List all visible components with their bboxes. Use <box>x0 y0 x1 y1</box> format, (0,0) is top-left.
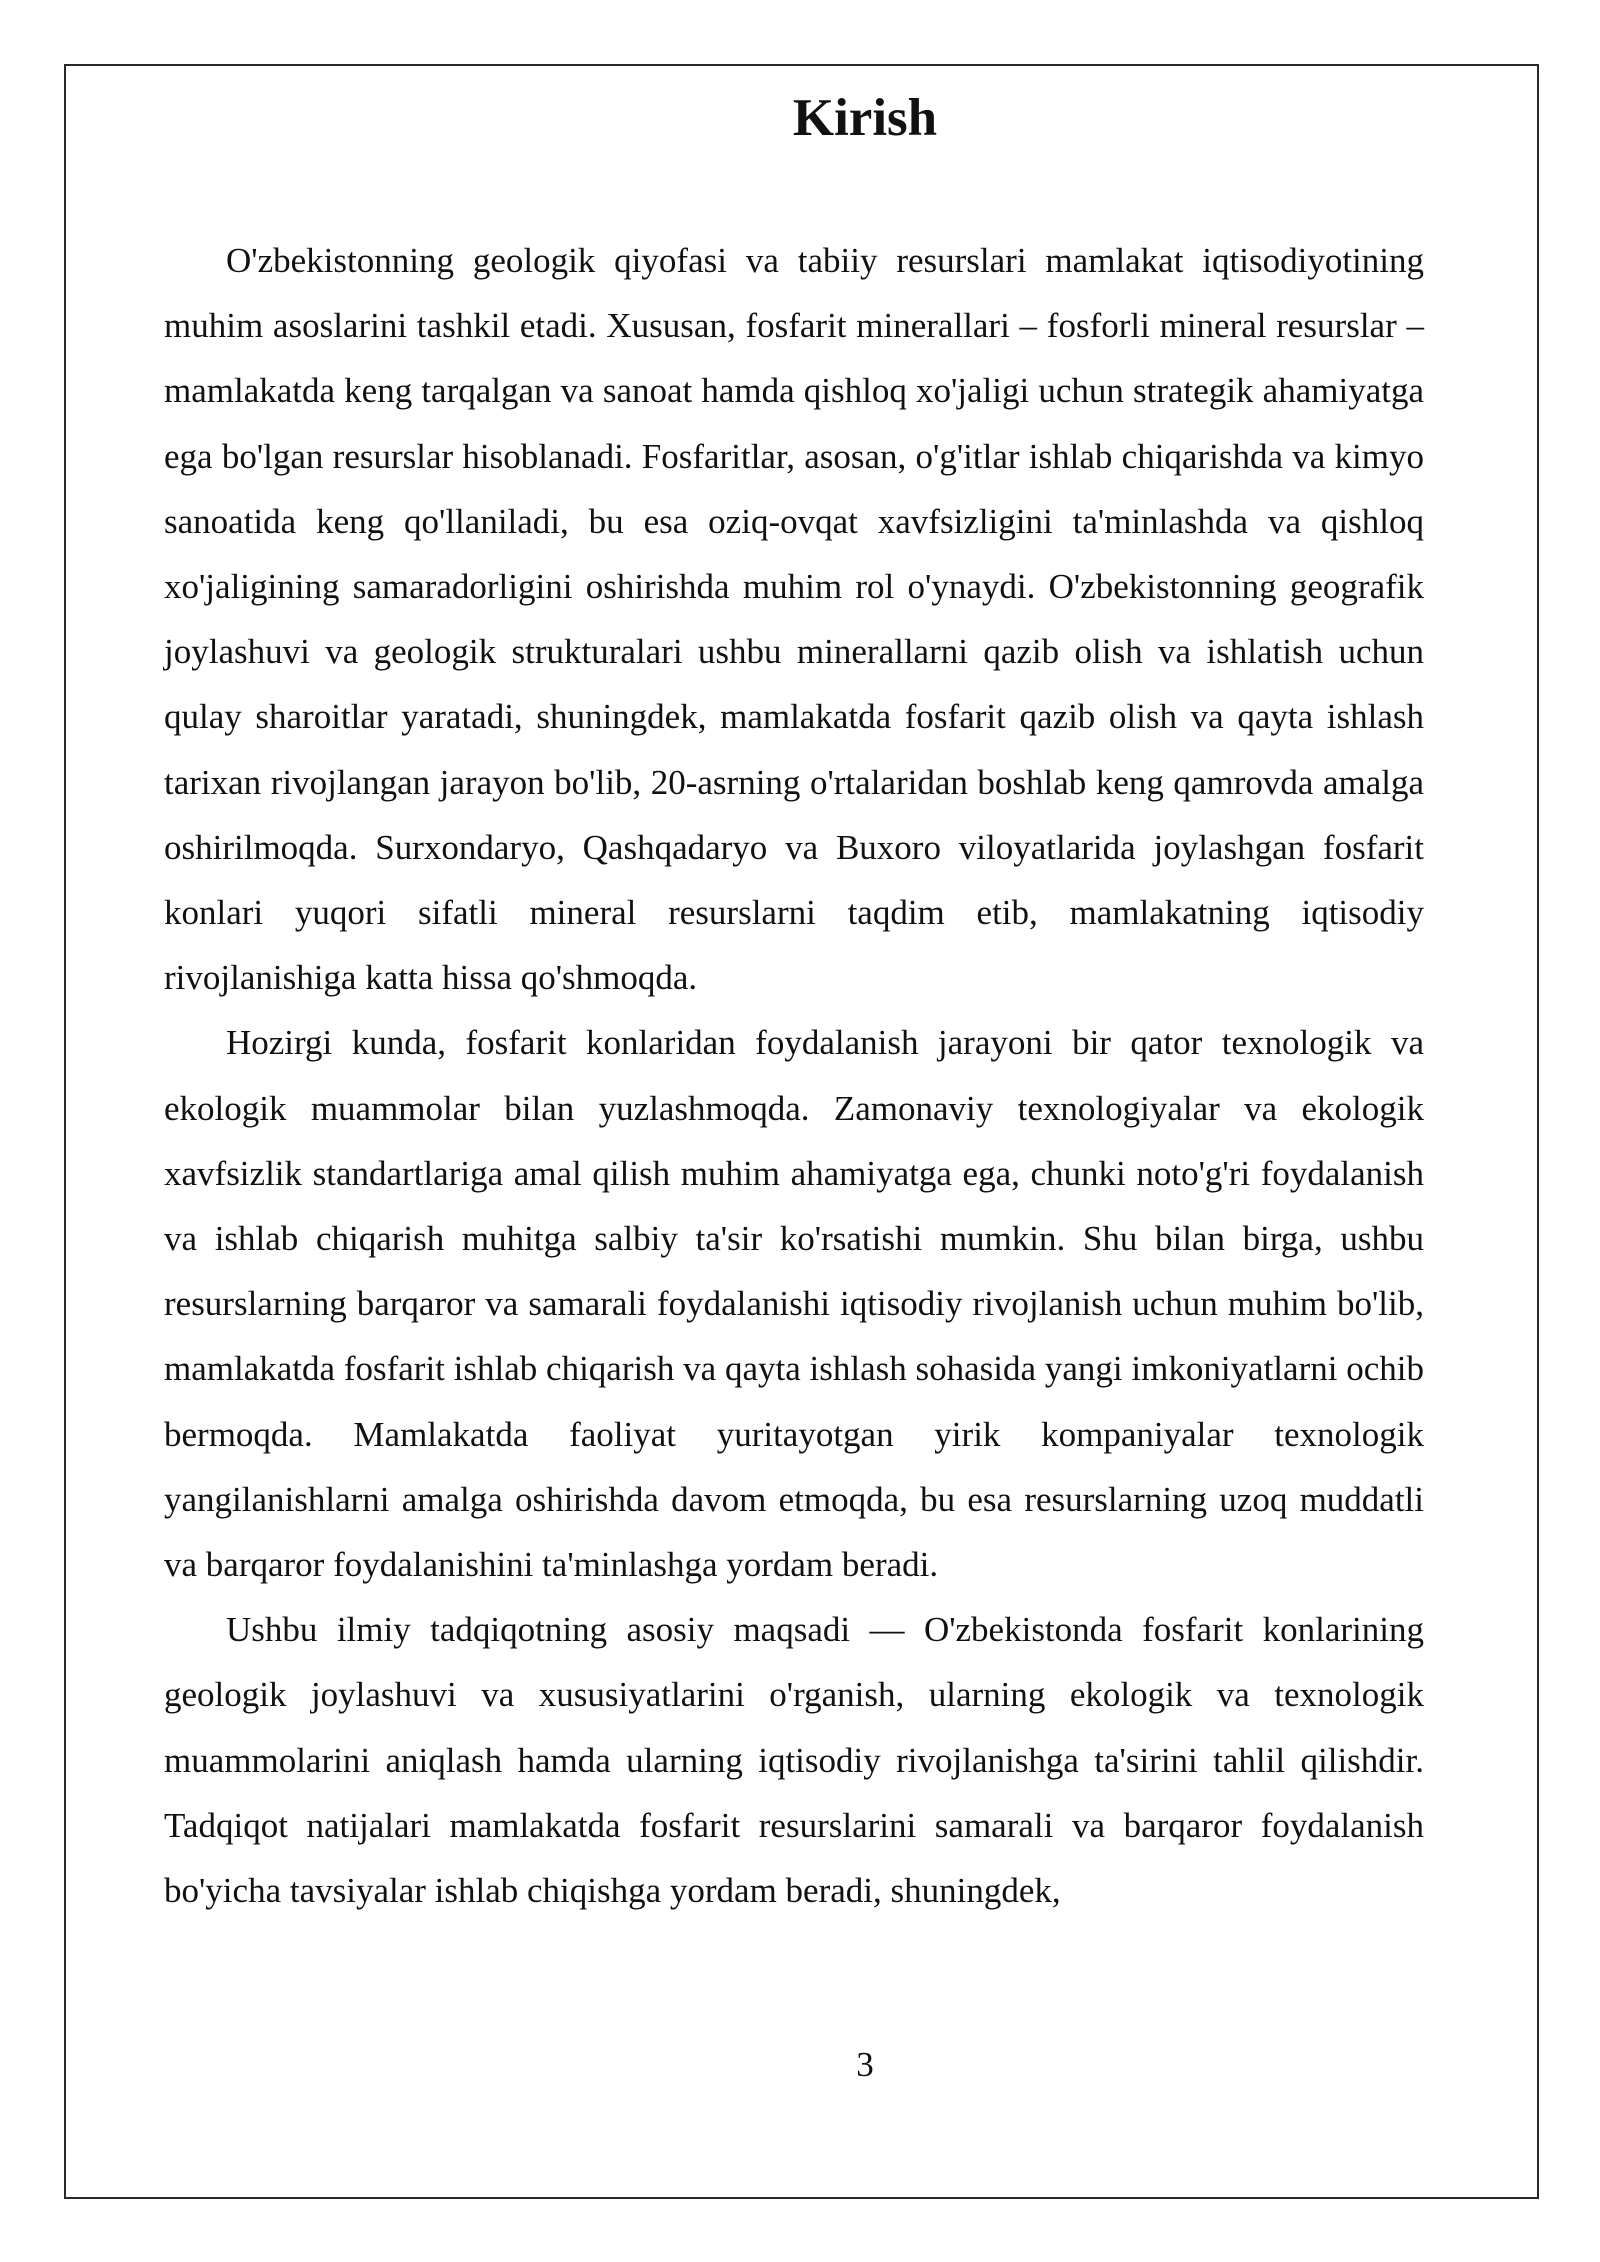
paragraph-3: Ushbu ilmiy tadqiqotning asosiy maqsadi — O'zbekistonda fosfarit konlarining geologik joylashuvi va xususiyatlarini o'rganish, ularning ekologik va texnologik muammolarini aniqlash hamda ularning iqtisodiy rivojlanishga ta'sirini tahlil qilishdir. Tadqiqot natijalari mamlakatda fosfarit resurslarini samarali va barqaror foydalanish bo'yicha tavsiyalar ishlab chiqishga yordam beradi, shuningdek, <box>164 1610 1424 1911</box>
page-title: Kirish <box>792 89 938 147</box>
page-number: 3 <box>856 2045 874 2084</box>
paragraph-1: O'zbekistonning geologik qiyofasi va tabiiy resurslari mamlakat iqtisodiyotining muhim asoslarini tashkil etadi. Xususan, fosfarit minerallari – fosforli mineral resurslar – mamlakatda keng tarqalgan va sanoat hamda qishloq xo'jaligi uchun strategik ahamiyatga ega bo'lgan resurslar hisoblanadi. Fosfaritlar, asosan, o'g'itlar ishlab chiqarishda va kimyo sanoatida keng qo'llaniladi, bu esa oziq-ovqat xavfsizligini ta'minlashda va qishloq xo'jaligining samaradorligini oshirishda muhim rol o'ynaydi. O'zbekistonning geografik joylashuvi va geologik strukturalari ushbu minerallarni qazib olish va ishlatish uchun qulay sharoitlar yaratadi, shuningdek, mamlakatda fosfarit qazib olish va qayta ishlash tarixan rivojlangan jarayon bo'lib, 20-asrning o'rtalaridan boshlab keng qamrovda amalga oshirilmoqda. Surxondaryo, Qashqadaryo va Buxoro viloyatlarida joylashgan fosfarit konlari yuqori sifatli mineral resurslarni taqdim etib, mamlakatning iqtisodiy rivojlanishiga katta hissa qo'shmoqda. <box>164 241 1424 998</box>
body-text <box>164 228 1424 1923</box>
paragraph-2: Hozirgi kunda, fosfarit konlaridan foydalanish jarayoni bir qator texnologik va ekologik muammolar bilan yuzlashmoqda. Zamonaviy texnologiyalar va ekologik xavfsizlik standartlariga amal qilish muhim ahamiyatga ega, chunki noto'g'ri foydalanish va ishlab chiqarish muhitga salbiy ta'sir ko'rsatishi mumkin. Shu bilan birga, ushbu resurslarning barqaror va samarali foydalanishi iqtisodiy rivojlanish uchun muhim bo'lib, mamlakatda fosfarit ishlab chiqarish va qayta ishlash sohasida yangi imkoniyatlarni ochib bermoqda. Mamlakatda faoliyat yuritayotgan yirik kompaniyalar texnologik yangilanishlarni amalga oshirishda davom etmoqda, bu esa resurslarning uzoq muddatli va barqaror foydalanishini ta'minlashga yordam beradi. <box>164 1023 1424 1585</box>
